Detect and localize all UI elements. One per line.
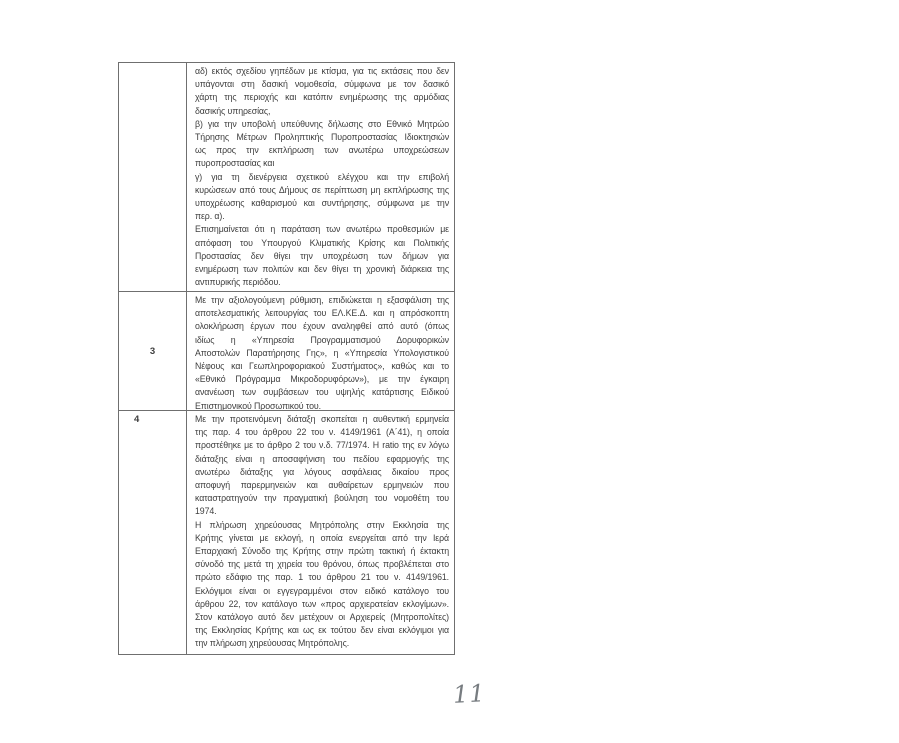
text-line: Επιστημονικού Προσωπικού του. (195, 400, 321, 410)
text-line: «Εθνικό Πρόγραμμα Μικροδορυφόρων»), με την έγκαιρη (195, 374, 449, 385)
text-line: Κρήτης γίνεται με εκλογή, η οποία ενεργείται από την Ιερά (195, 532, 449, 543)
text-line: αντιπυρικής περιόδου. (195, 277, 281, 288)
text-line: ολοκλήρωση έργων που έχουν αναληφθεί από αυτό (όπως (195, 321, 449, 332)
text-line: Στον κατάλογο αυτό δεν μετέχουν οι Αρχιερείς (Μητροπολίτες) (195, 612, 449, 623)
text-line: αποφυγή παρερμηνειών και αυθαίρετων ερμηνειών που (195, 480, 449, 491)
text-line: γ) για τη διενέργεια σχετικού ελέγχου και την επιβολή (195, 171, 449, 182)
text-line: κυρώσεων από τους Δήμους σε περίπτωση μη εκπλήρωσης της (195, 184, 449, 195)
row-text-cell (187, 63, 454, 291)
text-line: πυροπροστασίας και (195, 158, 275, 169)
text-line: ανανέωση των συμβάσεων του υψηλής κατάρτισης Ειδικού (195, 387, 449, 398)
text-line: άρθρου 22, τον κατάλογο των «προς αρχιερατείαν εκλογίμων». (195, 598, 449, 609)
text-line: Αποστολών Παρατήρησης Γης», η «Υπηρεσία Υπολογιστικού (195, 347, 449, 358)
text-line: υπάγονται στη δασική νομοθεσία, σύμφωνα με τον δασικό (195, 79, 449, 90)
row-number-cell (119, 292, 187, 410)
row-text-cell (187, 411, 454, 654)
text-line: την πλήρωση χηρεύουσας Μητρόπολης. (195, 638, 350, 649)
table-row (119, 411, 454, 654)
text-line: δασικής υπηρεσίας, (195, 105, 271, 116)
row-text-cell (187, 292, 454, 410)
text-line: διάταξης είναι η αποσαφήνιση του πεδίου εφαρμογής της (195, 453, 449, 464)
text-line: Εκλόγιμοι είναι οι εγγεγραμμένοι στον ειδικό κατάλογο του (195, 585, 449, 596)
page-number: 11 (452, 679, 487, 709)
text-line: ανωτέρω διάταξης για λόγους ασφάλειας δικαίου προς (195, 466, 449, 477)
text-line: 1974. (195, 506, 217, 517)
text-line: απόφαση του Υπουργού Κλιματικής Κρίσης και Πολιτικής (195, 237, 449, 248)
row-number-cell (119, 411, 187, 654)
text-line: Η πλήρωση χηρεύουσας Μητρόπολης στην Εκκλησία της (195, 519, 449, 530)
row-number: 3 (149, 345, 156, 357)
text-line: προστέθηκε με το άρθρο 2 του ν.δ. 77/1974. Η ratio της εν λόγω (195, 440, 449, 451)
text-line: Με την αξιολογούμενη ρύθμιση, επιδιώκεται η εξασφάλιση της (195, 295, 449, 305)
row-number: 4 (134, 414, 140, 425)
text-line: Επαρχιακή Σύνοδο της Κρήτης στην πρώτη τακτική ή έκτακτη (195, 546, 449, 557)
text-line: Προστασίας δεν θίγει την υποχρέωση των δήμων για (195, 250, 449, 261)
text-line: Τήρησης Μέτρων Προληπτικής Πυροπροστασίας Ιδιοκτησιών (195, 132, 449, 143)
table-row (119, 63, 454, 292)
text-line: αποτελεσματικής λειτουργίας του ΕΛ.ΚΕ.Δ. και η απρόσκοπτη (195, 308, 449, 319)
text-line: της παρ. 4 του άρθρου 22 του ν. 4149/1961 (Α΄41), η οποία (195, 427, 449, 438)
text-line: αδ) εκτός σχεδίου γηπέδων με κτίσμα, για τις εκτάσεις που δεν (195, 66, 449, 76)
text-line: καταστρατηγούν την πραγματική βούληση του νομοθέτη του (195, 493, 449, 504)
text-line: σύνοδό της μετά τη χηρεία του θρόνου, όπως προβλέπεται στο (195, 559, 449, 570)
text-line: ιδίως η «Υπηρεσία Προγραμματισμού Δορυφορικών (195, 334, 449, 345)
table-row (119, 292, 454, 411)
text-line: χάρτη της περιοχής και κατόπιν ενημέρωσης της αρμόδιας (195, 92, 449, 103)
text-line: Νέφους και Γεωπληροφοριακού Συστήματος», καθώς και το (195, 361, 449, 372)
text-line: Με την προτεινόμενη διάταξη σκοπείται η αυθεντική ερμηνεία (195, 414, 449, 424)
text-line: β) για την υποβολή υπεύθυνης δήλωσης στο Εθνικό Μητρώο (195, 118, 449, 129)
text-line: ως προς την εκπλήρωση των ανωτέρω υποχρεώσεων (195, 145, 449, 156)
text-line: περ. α). (195, 211, 225, 222)
document-table (118, 62, 455, 655)
text-line: πρώτο εδάφιο της παρ. 1 του άρθρου 21 του ν. 4149/1961. (195, 572, 449, 583)
text-line: Επισημαίνεται ότι η παράταση των ανωτέρω προθεσμιών με (195, 224, 449, 235)
text-line: της Εκκλησίας Κρήτης και ως εκ τούτου δεν είναι εκλόγιμοι για (195, 625, 449, 636)
text-line: ενημέρωση των πολιτών και δεν θίγει τη χρονική διάρκεια της (195, 264, 449, 275)
row-number-cell (119, 63, 187, 291)
text-line: υποχρέωσης καθαρισμού και συντήρησης, σύμφωνα με την (195, 198, 449, 209)
